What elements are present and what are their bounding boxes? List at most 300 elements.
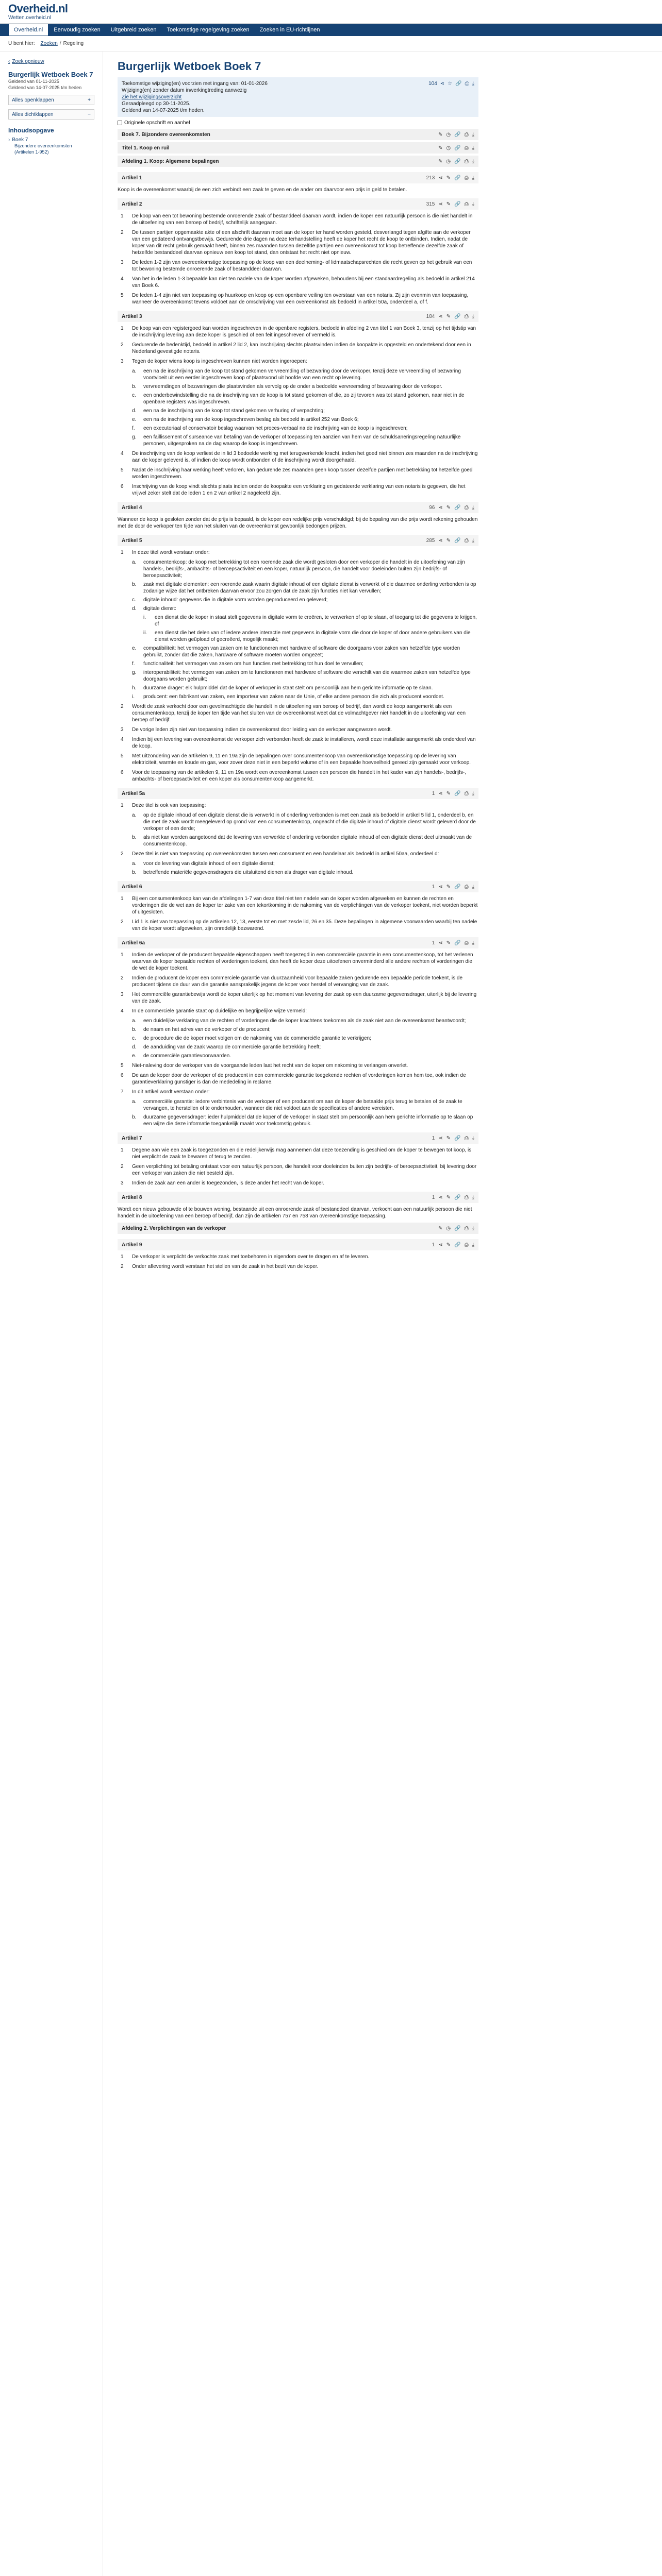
collapse-all-label: Alles dichtklappen [12,111,54,117]
paragraph-number: 5 [121,293,124,298]
article-heading: Artikel 5 [122,537,142,544]
article-header[interactable] [118,198,478,210]
sub-item-text: op de digitale inhoud of een digitale dienst die is verwerkt in of onderling verbonden is met een zaak als bedoeld in artikel 5 lid 1, onderdeel b, en die met de zaak wordt meegeleverd op grond van een consumentenkoop, ongeacht of die digitale inhoud of digitale dienst wordt geleverd door de verkoper of een derde; [143,812,476,832]
download-icon[interactable]: ⤓ [472,131,474,138]
edit-icon[interactable]: ✎ [438,131,443,138]
edit-icon[interactable]: ✎ [438,1225,443,1231]
edit-icon[interactable]: ✎ [446,790,451,796]
sub-item-text: een faillissement of surseance van betaling van de verkoper of toepassing ten aanzien van hem van de schuldsaneringsregeling natuurlijke personen, uitgesproken na de dag waarop de koop is ingeschreven. [143,434,461,447]
article-tools [426,314,474,319]
share-icon[interactable]: ⋖ [438,537,443,544]
article-tools [426,538,474,544]
article-1 [118,172,478,193]
paragraph-text: Gedurende de bedenktijd, bedoeld in artikel 2 lid 2, kan inschrijving slechts plaatsvinden indien de koopakte is opgesteld en ondertekend door een in Nederland gevestigde notaris. [132,342,471,354]
article-count: 1 [432,1194,435,1200]
sub-item-letter: b. [132,384,137,389]
back-search-label: Zoek opnieuw [12,59,44,64]
site-subtitle: Wetten.overheid.nl [8,15,52,21]
link-icon[interactable]: 🔗 [454,504,461,511]
nav-toekomstige-regelgeving[interactable]: Toekomstige regelgeving zoeken [167,27,250,33]
sub-item-text: zaak met digitale elementen: een roerende zaak waarin digitale inhoud of een digitale dienst is verwerkt of die daarmee onderling verbonden is op zodanige wijze dat het ontbreken daarvan ervoor zou zorgen dat de zaak zijn functies niet kan vervullen; [143,582,476,594]
paragraph [118,467,478,480]
paragraph [118,895,478,916]
sub-item-letter: d. [132,1044,137,1050]
document-info-box [118,77,478,117]
paragraph-text: In deze titel wordt verstaan onder: [132,550,210,555]
paragraph [118,1253,478,1260]
link-icon[interactable]: 🔗 [454,1225,461,1231]
sub-item-text: vervreemdingen of bezwaringen die plaatsvinden als vervolg op de onder a bedoelde vervreemding of bezwaring door de verkoper. [143,384,442,389]
paragraph-text: In dit artikel wordt verstaan onder: [132,1089,210,1095]
download-icon[interactable]: ⤓ [472,1225,474,1231]
article-5 [118,535,478,783]
sub-item-letter: i. [132,694,135,700]
link-icon[interactable]: 🔗 [454,175,461,181]
sub-item-text: duurzame drager: elk hulpmiddel dat de koper of verkoper in staat stelt om persoonlijk aan hem gerichte informatie op te slaan. [143,685,433,691]
paragraph-number: 1 [121,1254,124,1260]
paragraph-number: 2 [121,230,124,235]
section-tools [438,159,474,164]
paragraph-text: Voor de toepassing van de artikelen 9, 11 en 19a wordt een overeenkomst tussen een persoon die handelt in het kader van zijn handels-, bedrijfs-, ambachts- of beroepsactiviteit en een koper als consumentenkoop aangemerkt. [132,770,467,782]
article-9 [118,1239,478,1270]
article-heading: Artikel 6 [122,884,142,890]
print-icon[interactable]: ⎙ [464,313,469,319]
toc-item-label: Boek 7 [12,137,28,143]
download-icon[interactable]: ⤓ [472,175,474,181]
paragraph [118,483,478,497]
sub-item [132,685,478,691]
info-line-5: Geldend van 14-07-2025 t/m heden. [122,108,205,113]
toc-title: Inhoudsopgave [8,127,54,134]
print-icon[interactable]: ⎙ [464,158,469,164]
article-heading: Artikel 5a [122,790,145,796]
edit-icon[interactable]: ✎ [446,201,451,207]
article-count: 184 [426,313,435,319]
sub-item-text: de aanduiding van de zaak waarop de commerciële garantie betrekking heeft; [143,1044,321,1050]
sub-item [132,605,478,612]
article-heading: Artikel 8 [122,1194,142,1200]
article-heading: Artikel 1 [122,175,142,181]
download-icon[interactable]: ⤓ [472,940,474,946]
edit-icon[interactable]: ✎ [446,884,451,890]
sub-item [143,614,478,628]
article-header[interactable] [118,881,478,892]
sub-item-letter: b. [132,1114,137,1120]
print-icon[interactable]: ⎙ [464,1242,469,1248]
edit-icon[interactable]: ✎ [446,504,451,511]
link-icon[interactable]: 🔗 [454,201,461,207]
breadcrumb [0,36,662,52]
paragraph [118,1147,478,1160]
link-icon[interactable]: 🔗 [454,145,461,151]
link-icon[interactable]: 🔗 [454,537,461,544]
paragraph [118,736,478,750]
link-icon[interactable]: 🔗 [454,1135,461,1141]
section-tools [438,132,474,138]
breadcrumb-regeling: Regeling [63,41,84,46]
paragraph-text: Geen verplichting tot betaling ontstaat voor een natuurlijk persoon, die handelt voor doeleinden buiten zijn bedrijfs- of beroepsactiviteit, bij levering door een verkoper van zaken die niet besteld zijn. [132,1164,477,1176]
paragraph-number: 4 [121,1008,124,1014]
download-icon[interactable]: ⤓ [472,145,474,151]
paragraph-text: Wordt de zaak verkocht door een gevolmachtigde die handelt in de uitoefening van beroep of bedrijf, dan wordt de koop aangemerkt als een consumentenkoop, tenzij de koper ten tijde van het sluiten van de overeenkomst weet dat de volmachtgever niet handelt in de uitoefening van een beroep of bedrijf. [132,704,466,723]
minus-icon: − [88,111,91,117]
paragraph-number: 1 [121,550,124,555]
sub-item-letter: a. [132,1018,137,1024]
article-text: Koop is de overeenkomst waarbij de een zich verbindt een zaak te geven en de ander om daarvoor een prijs in geld te betalen. [118,187,407,193]
info-line-2: Wijziging(en) zonder datum inwerkingtreding aanwezig [122,88,247,93]
link-icon[interactable]: 🔗 [454,1194,461,1200]
share-icon[interactable]: ⋖ [438,940,443,946]
article-6 [118,881,478,932]
link-icon[interactable]: 🔗 [454,790,461,796]
paragraph-number: 1 [121,213,124,219]
paragraph [118,1008,478,1014]
edit-icon[interactable]: ✎ [438,158,443,164]
site-logo[interactable]: Overheid.nl [8,2,68,15]
sub-item-letter: d. [132,606,137,612]
sub-item [132,1044,478,1050]
sub-item [132,383,478,390]
paragraph-text: Met uitzondering van de artikelen 9, 11 en 19a zijn de bepalingen over consumentenkoop van overeenkomstige toepassing op de levering van elektriciteit, warmte en koude en gas, voor zover deze niet in een beperkt volume of in een bepaalde hoeveelheid gereed zijn gemaakt voor verkoop. [132,753,471,766]
paragraph [118,769,478,783]
sub-item [132,392,478,405]
nav-eu-richtlijnen[interactable]: Zoeken in EU-richtlijnen [259,27,320,33]
paragraph [118,753,478,766]
article-header[interactable] [118,311,478,322]
sub-item [132,869,478,876]
sub-item-text: de commerciële garantievoorwaarden. [143,1053,231,1059]
article-text: Wanneer de koop is gesloten zonder dat de prijs is bepaald, is de koper een redelijke prijs verschuldigd; bij de bepaling van die prijs wordt rekening gehouden met de door de verkoper ten tijde van het sluiten van de overeenkomst gewoonlijk bedongen prijzen. [118,517,478,529]
section-heading: Afdeling 2. Verplichtingen van de verkoper [122,1225,226,1231]
share-icon[interactable]: ⋖ [438,1242,443,1248]
paragraph [118,1072,478,1086]
paragraph-text: De koop van een registergoed kan worden ingeschreven in de openbare registers, bedoeld in afdeling 2 van titel 1 van Boek 3, tenzij op het tijdstip van de inschrijving levering aan deze koper is geschied of een feit ingeschreven of vermeld is. [132,326,476,338]
paragraph-text: Deze titel is niet van toepassing op overeenkomsten tussen een consument en een handelaar als bedoeld in artikel 50aa, onderdeel d: [132,851,439,857]
print-icon[interactable]: ⎙ [464,131,469,138]
paragraph [118,276,478,289]
sub-item-text: een na de inschrijving van de koop ingeschreven beslag als bedoeld in artikel 252 van Boek 6; [143,417,359,422]
article-count: 96 [429,504,435,511]
section-bar-afdeling-2[interactable] [118,1223,478,1234]
sub-item [132,425,478,432]
print-icon[interactable]: ⎙ [465,81,469,87]
paragraph-number: 1 [121,896,124,902]
sub-item [132,416,478,423]
sub-item [132,408,478,414]
share-icon[interactable]: ⋖ [438,790,443,796]
section-bar-titel[interactable] [118,142,478,154]
print-icon[interactable]: ⎙ [464,537,469,544]
link-icon[interactable]: 🔗 [454,131,461,138]
clock-icon[interactable]: ◷ [446,1225,451,1231]
paragraph-text: Lid 1 is niet van toepassing op de artikelen 12, 13, eerste tot en met zesde lid, 26 en 35. Deze bepalingen in algemene voorwaarden waarbij ten nadele van de koper wordt afgeweken, zijn onredelijk bezwarend. [132,919,477,931]
paragraph-number: 1 [121,1147,124,1153]
article-header[interactable] [118,172,478,183]
toc-item-boek-7[interactable] [8,137,94,143]
paragraph-number: 2 [121,1164,124,1170]
sub-item-text: voor de levering van digitale inhoud of een digitale dienst; [143,861,275,867]
original-heading-toggle[interactable] [118,120,478,126]
sub-item-text: functionaliteit: het vermogen van zaken om hun functies met betrekking tot hun doel te vervullen; [143,661,363,667]
paragraph-number: 4 [121,737,124,742]
download-icon[interactable]: ⤓ [472,884,474,890]
breadcrumb-separator [37,41,39,46]
nav-uitgebreid-zoeken[interactable]: Uitgebreid zoeken [110,27,157,33]
article-header[interactable] [118,788,478,799]
sub-item-text: duurzame gegevensdrager: ieder hulpmiddel dat de koper of de verkoper in staat stelt om persoonlijk aan hem gerichte informatie op te slaan op een wijze die deze informatie toegankelijk maakt voor toekomstig gebruik. [143,1114,473,1127]
article-heading: Artikel 9 [122,1242,142,1248]
share-icon[interactable]: ⋖ [438,175,443,181]
sub-item [132,1114,478,1127]
print-icon[interactable]: ⎙ [464,145,469,151]
sub-item-letter: g. [132,670,137,675]
sub-item-letter: b. [132,1027,137,1032]
paragraph [118,229,478,256]
print-icon[interactable]: ⎙ [464,1135,469,1141]
link-icon[interactable]: 🔗 [454,313,461,319]
paragraph-number: 3 [121,727,124,733]
article-header[interactable] [118,1132,478,1144]
sub-item [132,597,478,603]
article-tools [432,884,474,890]
clock-icon[interactable]: ◷ [446,145,451,151]
article-heading: Artikel 3 [122,313,142,319]
link-icon[interactable]: 🔗 [454,158,461,164]
edit-icon[interactable]: ✎ [446,1194,451,1200]
sub-item [132,1053,478,1059]
article-count: 1 [432,940,435,946]
paragraph-text: Niet-naleving door de verkoper van de voorgaande leden laat het recht van de koper om nakoming te verlangen onverlet. [132,1063,408,1069]
paragraph-number: 6 [121,770,124,775]
print-icon[interactable]: ⎙ [464,884,469,890]
sub-item [132,1035,478,1042]
info-tools [428,80,474,87]
print-icon[interactable]: ⎙ [464,175,469,181]
breadcrumb-label: U bent hier: [8,41,35,46]
sub-item-letter: c. [132,393,136,398]
clock-icon[interactable]: ◷ [446,158,451,164]
download-icon[interactable]: ⤓ [472,201,474,207]
sub-item [132,660,478,667]
paragraph-text: Het commerciële garantiebewijs wordt de koper uiterlijk op het moment van levering der zaak op een duurzame gegevensdrager, uiterlijk bij de levering van de zaak. [132,992,477,1004]
article-count: 285 [426,537,435,544]
paragraph [118,1180,478,1187]
sub-item-text: een duidelijke verklaring van de rechten of vorderingen die de koper krachtens toekomen als de zaak niet aan de overeenkomst beantwoordt; [143,1018,466,1024]
sub-item-text: een dienst die het delen van of iedere andere interactie met gegevens in digitale vorm die door de koper of door andere gebruikers van die dienst worden geüpload of gecreëerd, mogelijk maakt; [155,630,471,642]
download-icon[interactable]: ⤓ [472,504,474,511]
article-8 [118,1192,478,1219]
breadcrumb-separator: / [59,41,61,46]
paragraph-text: Inschrijving van de koop vindt slechts plaats indien onder de koopakte een verklaring en gedateerde verklaring van een notaris is gegeven, die het vrijwel zeker stelt dat de leden 1 en 2 van artikel 2 nageleefd zijn. [132,484,466,496]
edit-icon[interactable]: ✎ [446,537,451,544]
paragraph-text: Van het in de leden 1-3 bepaalde kan niet ten nadele van de koper worden afgeweken, behoudens bij een standaardregeling als bedoeld in artikel 214 van Boek 6. [132,276,475,289]
article-count: 1 [432,790,435,796]
expand-all-button[interactable] [8,95,94,105]
article-heading: Artikel 7 [122,1135,142,1141]
article-6a [118,937,478,1127]
nav-eenvoudig-zoeken[interactable]: Eenvoudig zoeken [54,27,101,33]
sub-item [132,434,478,447]
paragraph-number: 2 [121,975,124,981]
sub-item-letter: a. [132,368,137,374]
section-bar-afdeling-1[interactable] [118,156,478,167]
back-search-link[interactable] [8,59,94,64]
site-header [0,0,662,24]
paragraph-number: 5 [121,1063,124,1069]
article-count: 1 [432,1242,435,1248]
share-icon[interactable]: ⋖ [438,1194,443,1200]
article-tools [426,201,474,207]
article-2 [118,198,478,306]
checkbox-label: Originele opschrift en aanhef [124,120,190,126]
sub-item [132,581,478,595]
paragraph [118,450,478,464]
paragraph [118,292,478,306]
toc-sub-1: Bijzondere overeenkomsten [14,143,72,148]
print-icon[interactable]: ⎙ [464,201,469,207]
paragraph-number: 3 [121,260,124,265]
article-header[interactable] [118,502,478,513]
article-tools [432,1242,474,1248]
download-icon[interactable]: ⤓ [472,790,474,796]
sub-item-letter: c. [132,1036,136,1041]
sub-item-letter: a. [132,560,137,565]
sub-item [132,669,478,683]
collapse-all-button[interactable] [8,109,94,120]
share-icon[interactable]: ⋖ [438,201,443,207]
paragraph [118,259,478,273]
print-icon[interactable]: ⎙ [464,790,469,796]
sub-item-letter: a. [132,1099,137,1105]
sub-item-letter: g. [132,434,137,440]
sub-item-text: als niet kan worden aangetoond dat de levering van verwerkte of onderling verbonden digitale inhoud of een digitale dienst deel uitmaakt van de consumentenkoop. [143,835,472,847]
toc-sub-2: (Artikelen 1-952) [14,149,49,155]
download-icon[interactable]: ⤓ [472,158,474,164]
edit-icon[interactable]: ✎ [446,313,451,319]
print-icon[interactable]: ⎙ [464,504,469,511]
paragraph-text: De koop van een tot bewoning bestemde onroerende zaak of bestanddeel daarvan wordt, indien de koper een natuurlijk persoon is die niet handelt in de uitoefening van een beroep of bedrijf, schriftelijk aangegaan. [132,213,473,226]
sidebar [0,52,103,2576]
article-tools [432,1136,474,1141]
paragraph [118,975,478,988]
paragraph-number: 2 [121,1264,124,1269]
sub-item-letter: e. [132,646,137,651]
paragraph-number: 3 [121,1180,124,1186]
sub-item-text: digitale dienst: [143,606,176,612]
nav-overheid[interactable]: Overheid.nl [8,24,48,36]
paragraph-number: 1 [121,803,124,808]
clock-icon[interactable]: ◷ [446,131,451,138]
section-bar-boek[interactable] [118,129,478,140]
paragraph [118,952,478,972]
breadcrumb-zoeken[interactable]: Zoeken [40,41,58,46]
expand-all-label: Alles openklappen [12,97,54,103]
paragraph-text: In de commerciële garantie staat op duidelijke en begrijpelijke wijze vermeld: [132,1008,307,1014]
info-line-1: Toekomstige wijziging(en) voorzien met ingang van: 01-01-2026 [122,81,268,87]
edit-icon[interactable]: ✎ [446,940,451,946]
article-tools [426,175,474,181]
sub-item [132,559,478,579]
print-icon[interactable]: ⎙ [464,1225,469,1231]
article-count: 1 [432,884,435,890]
sub-item [132,368,478,381]
edit-icon[interactable]: ✎ [438,145,443,151]
edit-icon[interactable]: ✎ [446,1242,451,1248]
paragraph [118,1163,478,1177]
paragraph [118,1089,478,1095]
share-icon[interactable]: ⋖ [438,504,443,511]
bookmark-icon[interactable]: ☆ [448,81,453,87]
download-icon[interactable]: ⤓ [472,1135,474,1141]
print-icon[interactable]: ⎙ [464,1194,469,1200]
checkbox[interactable] [118,121,122,125]
share-icon[interactable]: ⋖ [438,1135,443,1141]
article-header[interactable] [118,1239,478,1250]
article-heading: Artikel 6a [122,940,145,946]
article-3 [118,311,478,497]
share-icon[interactable]: ⋖ [438,884,443,890]
paragraph-number: 6 [121,1073,124,1078]
download-icon[interactable]: ⤓ [472,81,474,87]
download-icon[interactable]: ⤓ [472,1194,474,1200]
sub-item [132,812,478,832]
download-icon[interactable]: ⤓ [472,313,474,319]
article-tools [429,505,474,511]
paragraph-text: Indien de producent de koper een commerciële garantie van duurzaamheid voor bepaalde zaken gedurende een bepaalde periode toekent, is de producent tijdens de duur van die garantie aansprakelijk jegens de koper voor herstel of vervanging van de zaak. [132,975,463,988]
link-icon[interactable]: 🔗 [454,1242,461,1248]
print-icon[interactable]: ⎙ [464,940,469,946]
article-header[interactable] [118,1192,478,1203]
sub-item [132,645,478,658]
paragraph-text: Bij een consumentenkoop kan van de afdelingen 1-7 van deze titel niet ten nadele van de koper worden afgeweken en kunnen de rechten en vorderingen die de wet aan de koper ter zake van een tekortkoming in de nakoming van de verplichtingen van de verkoper toekent, niet worden beperkt of uitgesloten. [132,896,478,915]
plus-icon: + [88,97,91,103]
section-heading: Titel 1. Koop en ruil [122,145,170,151]
link-icon[interactable]: 🔗 [455,81,462,87]
share-icon[interactable]: ⋖ [438,313,443,319]
article-header[interactable] [118,937,478,948]
paragraph [118,1263,478,1270]
paragraph-text: Indien bij een levering van overeenkomst de verkoper zich verbonden heeft de zaak te installeren, wordt deze installatie aangemerkt als onderdeel van de koop. [132,737,476,749]
article-7 [118,1132,478,1187]
download-icon[interactable]: ⤓ [472,1242,474,1248]
article-tools [432,791,474,796]
paragraph-text: De tussen partijen opgemaakte akte of een afschrift daarvan moet aan de koper ter hand worden gesteld, desverlangd tegen afgifte aan de verkoper van een gedateerd ontvangstbewijs. Gedurende drie dagen na deze terhandstelling heeft de koper het recht de koop te ontbinden. Indien, nadat de koper van dit recht gebruik gemaakt heeft, binnen zes maanden tussen dezelfde partijen een overeenkomst tot koop betreffende dezelfde zaak of hetzelfde bestanddeel daarvan opnieuw een koop tot stand, dan ontstaat het recht niet opnieuw. [132,230,471,256]
download-icon[interactable]: ⤓ [472,537,474,544]
sub-item-text: interoperabiliteit: het vermogen van zaken om te functioneren met hardware of software die verschilt van die waarmee zaken van hetzelfde type doorgaans worden gebruikt; [143,670,471,682]
paragraph-number: 6 [121,484,124,489]
link-icon[interactable]: 🔗 [454,884,461,890]
main-nav [0,24,662,36]
article-heading: Artikel 4 [122,504,142,511]
article-header[interactable] [118,535,478,546]
sub-item [132,1026,478,1033]
edit-icon[interactable]: ✎ [446,1135,451,1141]
paragraph-number: 2 [121,342,124,348]
sub-item [132,693,478,700]
sub-item-text: een executoriaal of conservatoir beslag waarvan het proces-verbaal na de inschrijving van de koop is ingeschreven; [143,426,408,431]
info-count: 104 [428,81,437,87]
main-content [103,52,662,2576]
article-text: Wordt een nieuw gebouwde of te bouwen woning, bestaande uit een onroerende zaak of bestanddeel daarvan, verkocht aan een natuurlijk persoon die niet handelt in de uitoefening van een beroep of bedrijf, dan zijn de artikelen 757 en 758 van overeenkomstige toepassing. [118,1207,472,1219]
paragraph [118,1062,478,1069]
paragraph-number: 5 [121,753,124,759]
edit-icon[interactable]: ✎ [446,175,451,181]
wijzigingsoverzicht-link[interactable]: Zie het wijzigingsoverzicht [122,94,182,100]
sub-item-text: compatibiliteit: het vermogen van zaken om te functioneren met hardware of software die doorgaans voor zaken van hetzelfde type worden gebruikt, zonder dat die zaken, hardware of software moeten worden omgezet; [143,646,460,658]
paragraph-text: Deze titel is ook van toepassing: [132,803,206,808]
share-icon[interactable]: ⋖ [440,81,445,87]
link-icon[interactable]: 🔗 [454,940,461,946]
